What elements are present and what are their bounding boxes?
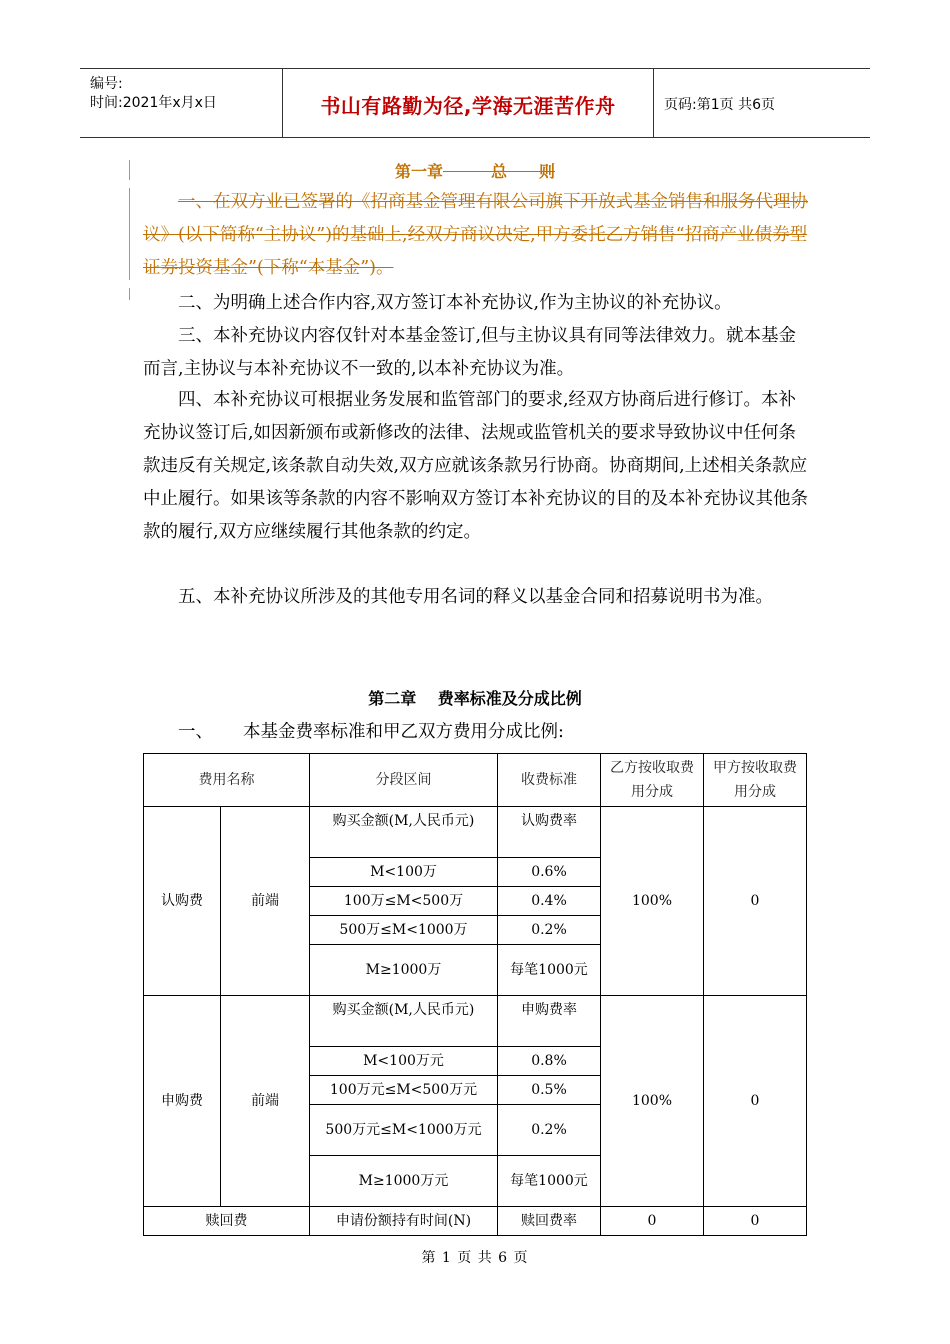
chapter2-item-1 <box>143 716 809 749</box>
chapter2-item-1-number: 一、 <box>178 722 213 742</box>
subscription-b-share: 100% <box>601 807 704 996</box>
redemption-a-share: 0 <box>704 1207 807 1236</box>
revision-bar <box>129 288 130 300</box>
redemption-fee-name: 赎回费 <box>144 1207 310 1236</box>
chapter1-paragraph-2: 二、为明确上述合作内容,双方签订本补充协议,作为主协议的补充协议。 <box>178 293 732 313</box>
chapter2-item-1-text: 本基金费率标准和甲乙双方费用分成比例: <box>243 722 564 742</box>
subscription-range-cell: 购买金额(M,人民币元) <box>310 807 498 858</box>
table-row <box>144 996 807 1047</box>
table-row <box>144 807 807 858</box>
header-motto-cell <box>283 69 654 137</box>
subscription-range-cell: 500万≤M<1000万 <box>310 916 498 945</box>
header-motto: 书山有路勤为径,学海无涯苦作舟 <box>320 94 616 118</box>
purchase-fee-name: 申购费 <box>144 996 221 1207</box>
table-header-row <box>144 754 807 807</box>
redemption-range-cell: 申请份额持有时间(N) <box>310 1207 498 1236</box>
chapter1-paragraph-3: 三、本补充协议内容仅针对本基金签订,但与主协议具有同等法律效力。就本基金而言,主协议与本补充协议不一致的,以本补充协议为准。 <box>143 326 797 379</box>
purchase-a-share: 0 <box>704 996 807 1207</box>
header-rate: 收费标准 <box>498 754 601 807</box>
document-number-label: 编号: <box>90 76 123 92</box>
document-date-label: 时间:2021年x月x日 <box>90 95 217 111</box>
subscription-fee-mode: 前端 <box>221 807 310 996</box>
purchase-range-cell: M<100万元 <box>310 1047 498 1076</box>
subscription-range-cell: 100万≤M<500万 <box>310 887 498 916</box>
redemption-rate-cell: 赎回费率 <box>498 1207 601 1236</box>
revision-bar <box>129 188 130 280</box>
table-row <box>144 1207 807 1236</box>
subscription-fee-name: 认购费 <box>144 807 221 996</box>
document-header <box>80 68 870 138</box>
header-a-share: 甲方按收取费用分成 <box>704 754 807 807</box>
header-b-share: 乙方按收取费用分成 <box>601 754 704 807</box>
chapter2-title: 第二章 费率标准及分成比例 <box>368 689 582 708</box>
purchase-range-cell: 100万元≤M<500万元 <box>310 1076 498 1105</box>
header-meta-cell <box>80 69 283 137</box>
subscription-range-cell: M≥1000万 <box>310 945 498 996</box>
purchase-rate-cell: 0.5% <box>498 1076 601 1105</box>
subscription-a-share: 0 <box>704 807 807 996</box>
chapter1-paragraph-5: 五、本补充协议所涉及的其他专用名词的释义以基金合同和招募说明书为准。 <box>178 587 773 607</box>
header-range: 分段区间 <box>310 754 498 807</box>
header-page-info: 页码:第1页 共6页 <box>664 97 775 113</box>
chapter1-title <box>0 159 950 182</box>
page-footer: 第 1 页 共 6 页 <box>421 1250 529 1266</box>
subscription-rate-cell: 0.6% <box>498 858 601 887</box>
purchase-fee-mode: 前端 <box>221 996 310 1207</box>
purchase-range-cell: M≥1000万元 <box>310 1156 498 1207</box>
redemption-b-share: 0 <box>601 1207 704 1236</box>
subscription-rate-cell: 0.2% <box>498 916 601 945</box>
purchase-range-cell: 购买金额(M,人民币元) <box>310 996 498 1047</box>
subscription-rate-cell: 0.4% <box>498 887 601 916</box>
chapter1-paragraph-1-deleted: 一、在双方业已签署的《招商基金管理有限公司旗下开放式基金销售和服务代理协议》(以下简称“主协议”)的基础上,经双方商议决定,甲方委托乙方销售“招商产业债券型证券投资基金”(下称“本基金”)。 <box>143 192 808 278</box>
purchase-rate-cell: 申购费率 <box>498 996 601 1047</box>
chapter1-title-name: 总 则 <box>491 162 556 181</box>
purchase-rate-cell: 0.8% <box>498 1047 601 1076</box>
purchase-rate-cell: 0.2% <box>498 1105 601 1156</box>
header-fee-name: 费用名称 <box>144 754 310 807</box>
header-page-cell <box>654 69 870 137</box>
subscription-rate-cell: 认购费率 <box>498 807 601 858</box>
chapter1-paragraph-4: 四、本补充协议可根据业务发展和监管部门的要求,经双方协商后进行修订。本补充协议签订后,如因新颁布或新修改的法律、法规或监管机关的要求导致协议中任何条款违反有关规定,该条款自动失效,双方应就该条款另行协商。协商期间,上述相关条款应中止履行。如果该等条款的内容不影响双方签订本补充协议的目的及本补充协议其他条款的履行,双方应继续履行其他条款的约定。 <box>143 390 808 542</box>
fee-table <box>143 753 807 1236</box>
purchase-rate-cell: 每笔1000元 <box>498 1156 601 1207</box>
purchase-range-cell: 500万元≤M<1000万元 <box>310 1105 498 1156</box>
chapter1-title-prefix: 第一章 <box>394 162 443 181</box>
subscription-rate-cell: 每笔1000元 <box>498 945 601 996</box>
subscription-range-cell: M<100万 <box>310 858 498 887</box>
purchase-b-share: 100% <box>601 996 704 1207</box>
